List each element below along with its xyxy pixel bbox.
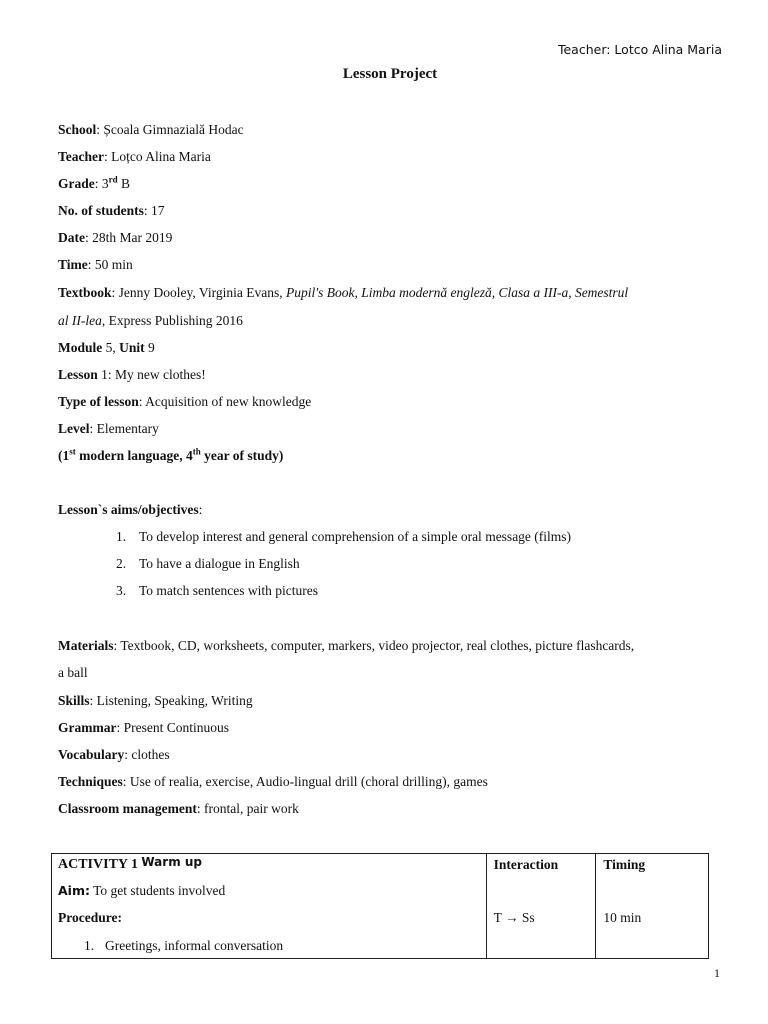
field-value: : Textbook, CD, worksheets, computer, markers, video projector, real clothes, picture flashcards, — [113, 638, 635, 653]
field-value-suffix: B — [117, 176, 131, 191]
field-label: Classroom management — [58, 801, 197, 816]
aims-heading-label: Lesson`s aims/objectives — [58, 502, 199, 517]
field-value: : clothes — [124, 747, 170, 762]
field-value: : Use of realia, exercise, Audio-lingual drill (choral drilling), games — [122, 774, 488, 789]
field-materials — [58, 638, 718, 654]
field-value: : 3 — [94, 176, 109, 191]
interaction-value: T → Ss — [493, 910, 535, 925]
timing-value: 10 min — [603, 910, 642, 925]
interaction-cell — [486, 854, 596, 959]
aim-item — [116, 529, 571, 545]
field-value: 1: My new clothes! — [97, 367, 206, 382]
field-techniques — [58, 774, 488, 790]
aim-item — [116, 556, 300, 572]
language-part: modern language, 4 — [75, 448, 193, 463]
field-label: Vocabulary — [58, 747, 125, 762]
field-value: : frontal, pair work — [196, 801, 299, 816]
field-module — [58, 340, 155, 356]
field-textbook-cont — [58, 313, 718, 329]
step-text: Greetings, informal conversation — [105, 938, 284, 953]
field-teacher — [58, 149, 211, 165]
aim-number: 2. — [116, 556, 127, 571]
header-teacher: Teacher: Lotco Alina Maria — [557, 42, 722, 57]
language-sup: th — [192, 446, 201, 457]
activity-table — [51, 853, 709, 959]
procedure-step — [84, 938, 283, 954]
field-label: Grammar — [58, 720, 117, 735]
field-label: Techniques — [58, 774, 123, 789]
field-label: Grade — [58, 176, 95, 191]
field-label: Module — [58, 340, 103, 355]
field-value: : 28th Mar 2019 — [85, 230, 173, 245]
timing-header: Timing — [603, 857, 646, 872]
aim-number: 1. — [116, 529, 127, 544]
grade-superscript: rd — [108, 174, 118, 185]
field-label: Time — [58, 257, 88, 272]
textbook-title: Pupil's Book, Limba modernă engleză, Clasa a III-a, Semestrul — [285, 285, 629, 300]
field-language — [58, 448, 283, 464]
aim-item — [116, 583, 318, 599]
field-value-unit: 9 — [144, 340, 155, 355]
aim-number: 3. — [116, 583, 127, 598]
field-grade — [58, 176, 130, 192]
field-value: : Jenny Dooley, Virginia Evans, — [111, 285, 286, 300]
field-label: Lesson — [58, 367, 98, 382]
field-label: Type of lesson — [58, 394, 139, 409]
activity-title: ACTIVITY 1 — [58, 857, 138, 872]
field-date — [58, 230, 172, 246]
field-level — [58, 421, 159, 437]
field-value: : Acquisition of new knowledge — [138, 394, 312, 409]
field-type — [58, 394, 311, 410]
language-sup: st — [69, 446, 76, 457]
field-label: No. of students — [58, 203, 144, 218]
field-label: Skills — [58, 693, 90, 708]
aim-text: To have a dialogue in English — [139, 556, 300, 571]
field-lesson — [58, 367, 206, 383]
field-vocabulary — [58, 747, 170, 763]
language-part: (1 — [58, 448, 70, 463]
textbook-title-cont: al II-lea — [58, 313, 102, 328]
aim-value: To get students involved — [89, 883, 226, 898]
field-value: : Present Continuous — [116, 720, 229, 735]
field-value: : 50 min — [87, 257, 133, 272]
activity-subtitle: Warm up — [141, 855, 203, 869]
aim-text: To develop interest and general comprehension of a simple oral message (films) — [139, 529, 572, 544]
field-time — [58, 257, 133, 273]
field-textbook — [58, 285, 718, 301]
field-classroom — [58, 801, 299, 817]
activity-aim — [58, 883, 225, 899]
field-label-unit: Unit — [119, 340, 145, 355]
field-label: School — [58, 122, 97, 137]
field-materials-cont — [58, 665, 88, 681]
field-value: : Elementary — [89, 421, 159, 436]
field-grammar — [58, 720, 229, 736]
activity-title-line — [58, 856, 202, 873]
language-part: year of study) — [200, 448, 284, 463]
field-students — [58, 203, 165, 219]
table-row — [52, 854, 709, 959]
aims-colon: : — [198, 502, 203, 517]
field-skills — [58, 693, 253, 709]
field-school — [58, 122, 244, 138]
textbook-publisher: , Express Publishing 2016 — [101, 313, 243, 328]
document-title: Lesson Project — [342, 66, 438, 82]
field-value: : 17 — [143, 203, 165, 218]
field-label: Date — [58, 230, 85, 245]
field-value: : Listening, Speaking, Writing — [89, 693, 253, 708]
field-value: 5, — [102, 340, 120, 355]
field-value: : Loțco Alina Maria — [104, 149, 211, 164]
aim-text: To match sentences with pictures — [139, 583, 319, 598]
procedure-label-text: Procedure: — [58, 910, 122, 925]
step-number: 1. — [84, 938, 95, 953]
activity-cell — [52, 854, 487, 959]
field-label: Teacher — [58, 149, 104, 164]
page-number: 1 — [714, 966, 720, 980]
field-label: Level — [58, 421, 90, 436]
interaction-header: Interaction — [493, 857, 559, 872]
timing-cell — [596, 854, 709, 959]
field-label: Textbook — [58, 285, 112, 300]
field-value-cont: a ball — [58, 665, 88, 680]
procedure-label — [58, 910, 122, 926]
aims-heading — [58, 502, 202, 518]
field-label: Materials — [58, 638, 114, 653]
field-value: : Școala Gimnazială Hodac — [96, 122, 244, 137]
aim-label: Aim: — [58, 883, 90, 898]
